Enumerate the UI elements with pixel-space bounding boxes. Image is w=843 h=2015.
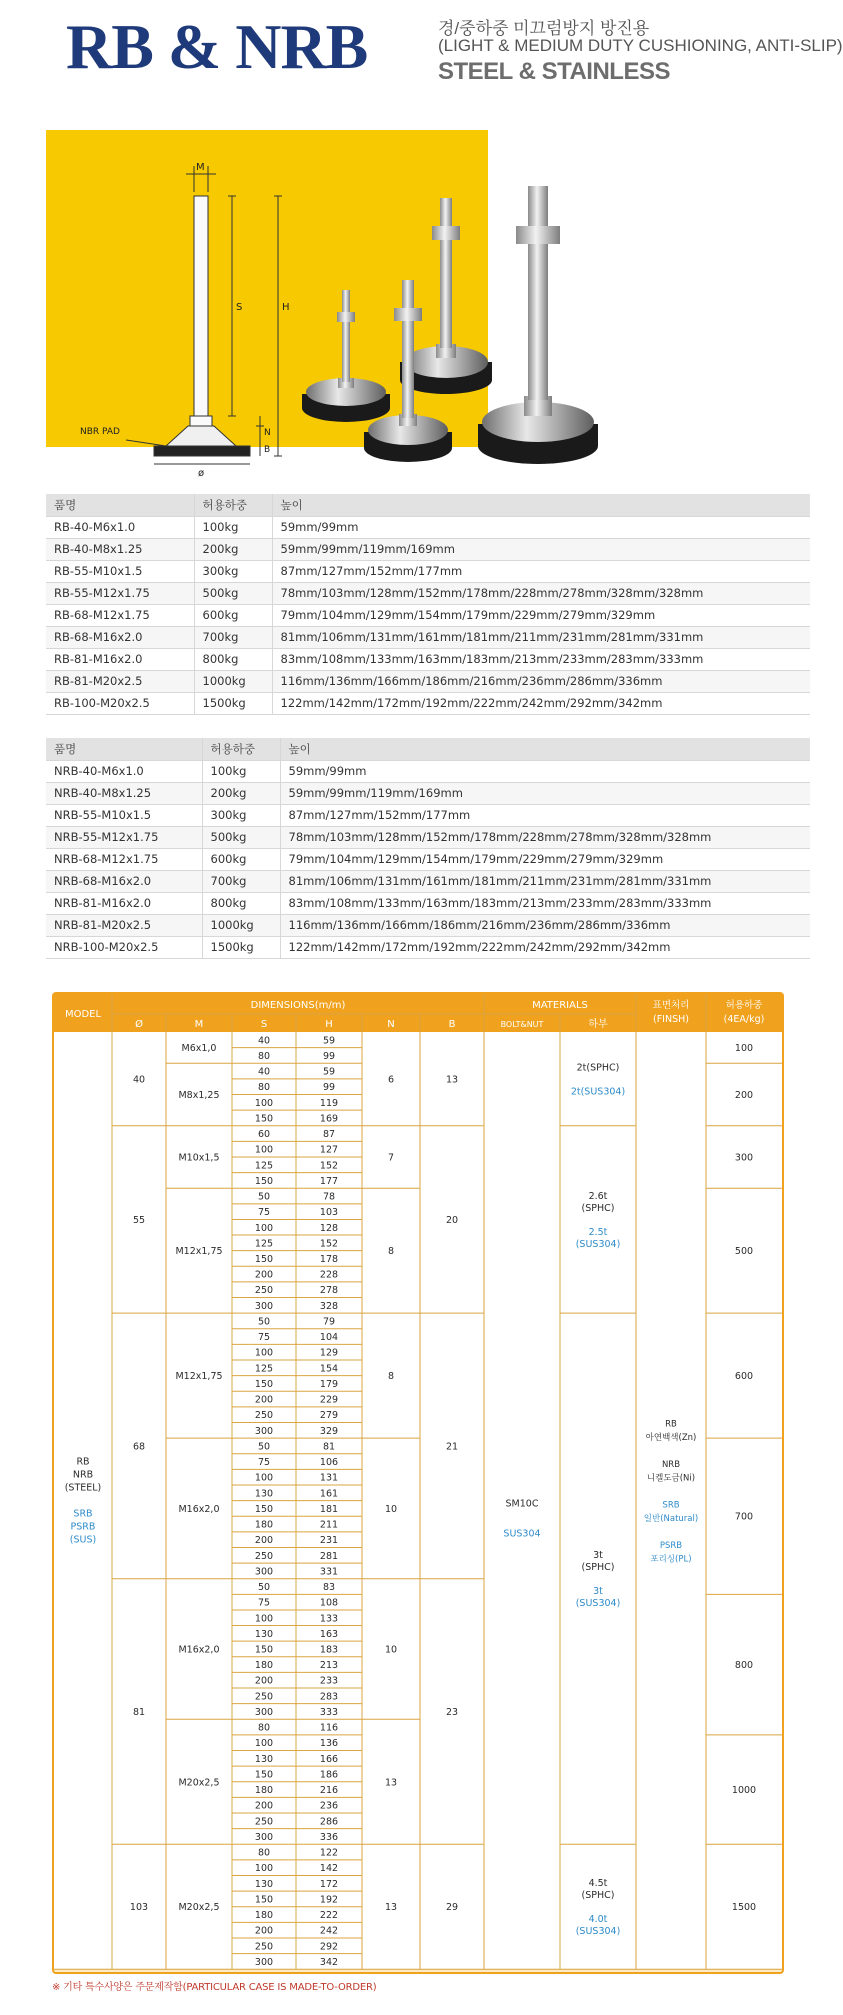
s-value: 125 — [254, 1160, 274, 1172]
subtitle-english: (LIGHT & MEDIUM DUTY CUSHIONING, ANTI-SLIP) — [438, 36, 843, 55]
base-material-label: 2.5t — [588, 1226, 608, 1238]
h-value: 79 — [322, 1316, 336, 1328]
nrb-cell: 1500kg — [202, 936, 280, 958]
h-value: 336 — [319, 1831, 339, 1843]
nrb-cell: NRB-81-M16x2.0 — [46, 892, 202, 914]
phi-group-label: 55 — [132, 1214, 146, 1226]
nrb-cell: NRB-40-M8x1.25 — [46, 782, 202, 804]
load-group-label: 500 — [734, 1246, 754, 1258]
h-value: 181 — [319, 1503, 339, 1515]
n-group-label: 8 — [387, 1371, 395, 1383]
rb-cell: RB-100-M20x2.5 — [46, 692, 194, 714]
s-value: 300 — [254, 1300, 274, 1312]
h-value: 81 — [322, 1441, 336, 1453]
rb-cell: 500kg — [194, 582, 272, 604]
header-load: 허용하중 — [725, 1000, 763, 1011]
h-value: 59 — [322, 1035, 336, 1047]
s-value: 100 — [254, 1863, 274, 1875]
rb-cell: 200kg — [194, 538, 272, 560]
h-value: 131 — [319, 1472, 339, 1484]
dim-label-pad: NBR PAD — [80, 427, 120, 437]
s-value: 150 — [254, 1378, 274, 1390]
rb-header-cell: 허용하중 — [194, 494, 272, 516]
s-value: 300 — [254, 1566, 274, 1578]
s-value: 150 — [254, 1503, 274, 1515]
load-group-label: 700 — [734, 1511, 754, 1523]
nrb-cell: 116mm/136mm/166mm/186mm/216mm/236mm/286mm/336mm — [280, 914, 810, 936]
h-value: 231 — [319, 1535, 339, 1547]
s-value: 130 — [254, 1628, 274, 1640]
h-value: 127 — [319, 1144, 339, 1156]
header-col-bolt: BOLT&NUT — [500, 1020, 544, 1029]
h-value: 87 — [322, 1129, 336, 1141]
rb-cell: 87mm/127mm/152mm/177mm — [272, 560, 810, 582]
h-value: 328 — [319, 1300, 339, 1312]
h-value: 161 — [319, 1488, 339, 1500]
nrb-cell: 59mm/99mm/119mm/169mm — [280, 782, 810, 804]
s-value: 250 — [254, 1550, 274, 1562]
s-value: 150 — [254, 1894, 274, 1906]
n-group-label: 13 — [384, 1777, 398, 1789]
nrb-cell: 700kg — [202, 870, 280, 892]
s-value: 150 — [254, 1769, 274, 1781]
s-value: 50 — [257, 1582, 271, 1594]
s-value: 80 — [257, 1722, 271, 1734]
s-value: 250 — [254, 1691, 274, 1703]
s-value: 130 — [254, 1488, 274, 1500]
h-value: 192 — [319, 1894, 339, 1906]
header-finish: 표면처리 — [652, 1000, 690, 1011]
nrb-cell: NRB-100-M20x2.5 — [46, 936, 202, 958]
base-material-label: (SPHC) — [581, 1562, 615, 1574]
rb-cell: RB-40-M6x1.0 — [46, 516, 194, 538]
n-group-label: 6 — [387, 1074, 395, 1086]
h-value: 78 — [322, 1191, 336, 1203]
s-value: 200 — [254, 1535, 274, 1547]
s-value: 60 — [257, 1129, 271, 1141]
h-value: 136 — [319, 1738, 339, 1750]
s-value: 50 — [257, 1441, 271, 1453]
nrb-cell: 1000kg — [202, 914, 280, 936]
s-value: 130 — [254, 1878, 274, 1890]
h-value: 83 — [322, 1582, 336, 1594]
dim-label-m: M — [196, 162, 205, 173]
base-material-label: (SUS304) — [575, 1598, 621, 1610]
h-value: 103 — [319, 1207, 339, 1219]
rb-cell: 83mm/108mm/133mm/163mm/183mm/213mm/233mm/283mm/333mm — [272, 648, 810, 670]
m-group-label: M20x2,5 — [178, 1777, 220, 1789]
nrb-cell: 122mm/142mm/172mm/192mm/222mm/242mm/292mm/342mm — [280, 936, 810, 958]
nrb-cell: 600kg — [202, 848, 280, 870]
nrb-cell: 87mm/127mm/152mm/177mm — [280, 804, 810, 826]
s-value: 100 — [254, 1347, 274, 1359]
s-value: 200 — [254, 1269, 274, 1281]
s-value: 250 — [254, 1816, 274, 1828]
rb-cell: 800kg — [194, 648, 272, 670]
h-value: 183 — [319, 1644, 339, 1656]
s-value: 180 — [254, 1660, 274, 1672]
model-label: NRB — [72, 1469, 94, 1481]
model-label: PSRB — [70, 1521, 96, 1533]
h-value: 213 — [319, 1660, 339, 1672]
nrb-cell: 83mm/108mm/133mm/163mm/183mm/213mm/233mm/283mm/333mm — [280, 892, 810, 914]
n-group-label: 10 — [384, 1503, 398, 1515]
s-value: 300 — [254, 1956, 274, 1968]
s-value: 100 — [254, 1097, 274, 1109]
dim-label-b: B — [264, 445, 271, 455]
rb-cell: 79mm/104mm/129mm/154mm/179mm/229mm/279mm/329mm — [272, 604, 810, 626]
finish-label: 아연백색(Zn) — [645, 1433, 697, 1444]
load-group-label: 1500 — [731, 1902, 757, 1914]
load-group-label: 300 — [734, 1152, 754, 1164]
s-value: 100 — [254, 1472, 274, 1484]
h-value: 133 — [319, 1613, 339, 1625]
b-group-label: 21 — [445, 1441, 459, 1453]
header-load: (4EA/kg) — [723, 1014, 765, 1025]
model-label: SRB — [73, 1508, 93, 1520]
s-value: 300 — [254, 1706, 274, 1718]
rb-cell: RB-55-M10x1.5 — [46, 560, 194, 582]
rb-cell: 116mm/136mm/166mm/186mm/216mm/236mm/286mm/336mm — [272, 670, 810, 692]
h-value: 216 — [319, 1785, 339, 1797]
h-value: 163 — [319, 1628, 339, 1640]
made-to-order-note: ※ 기타 특수사양은 주문제작함(PARTICULAR CASE IS MADE-TO-ORDER) — [52, 1982, 377, 1993]
m-group-label: M16x2,0 — [178, 1503, 220, 1515]
h-value: 283 — [319, 1691, 339, 1703]
h-value: 222 — [319, 1910, 339, 1922]
h-value: 331 — [319, 1566, 339, 1578]
s-value: 80 — [257, 1847, 271, 1859]
h-value: 229 — [319, 1394, 339, 1406]
b-group-label: 29 — [445, 1902, 459, 1914]
page-title: RB & NRB — [66, 11, 368, 82]
header-col-m: M — [194, 1019, 204, 1030]
phi-group-label: 40 — [132, 1074, 146, 1086]
h-value: 242 — [319, 1925, 339, 1937]
base-material-label: (SPHC) — [581, 1202, 615, 1214]
h-value: 116 — [319, 1722, 339, 1734]
bolt-material-label: SM10C — [505, 1498, 539, 1510]
rb-cell: RB-55-M12x1.75 — [46, 582, 194, 604]
rb-cell: RB-68-M12x1.75 — [46, 604, 194, 626]
load-group-label: 1000 — [731, 1785, 757, 1797]
dim-label-h: H — [282, 302, 290, 313]
s-value: 150 — [254, 1644, 274, 1656]
data-area-bg — [112, 1032, 782, 1969]
h-value: 329 — [319, 1425, 339, 1437]
finish-label: 일반(Natural) — [643, 1514, 699, 1525]
rb-cell: 59mm/99mm/119mm/169mm — [272, 538, 810, 560]
model-label: (SUS) — [69, 1534, 97, 1546]
nrb-cell: 500kg — [202, 826, 280, 848]
h-value: 152 — [319, 1160, 339, 1172]
bolt-material-label: SUS304 — [503, 1528, 541, 1540]
nrb-header-cell: 허용하중 — [202, 738, 280, 760]
h-value: 108 — [319, 1597, 339, 1609]
nrb-cell: 100kg — [202, 760, 280, 782]
base-material-label: (SPHC) — [581, 1890, 615, 1902]
load-group-label: 800 — [734, 1660, 754, 1672]
load-group-label: 600 — [734, 1371, 754, 1383]
rb-cell: 81mm/106mm/131mm/161mm/181mm/211mm/231mm/281mm/331mm — [272, 626, 810, 648]
dim-label-n: N — [264, 428, 271, 438]
b-group-label: 20 — [445, 1214, 459, 1226]
nrb-cell: 78mm/103mm/128mm/152mm/178mm/228mm/278mm/328mm/328mm — [280, 826, 810, 848]
rb-header-cell: 높이 — [272, 494, 810, 516]
m-group-label: M16x2,0 — [178, 1644, 220, 1656]
s-value: 80 — [257, 1082, 271, 1094]
h-value: 59 — [322, 1066, 336, 1078]
m-group-label: M8x1,25 — [178, 1089, 220, 1101]
s-value: 75 — [257, 1597, 271, 1609]
n-group-label: 13 — [384, 1902, 398, 1914]
s-value: 125 — [254, 1363, 274, 1375]
nrb-cell: 81mm/106mm/131mm/161mm/181mm/211mm/231mm/281mm/331mm — [280, 870, 810, 892]
s-value: 130 — [254, 1753, 274, 1765]
nrb-cell: NRB-40-M6x1.0 — [46, 760, 202, 782]
h-value: 104 — [319, 1332, 339, 1344]
h-value: 169 — [319, 1113, 339, 1125]
rb-cell: RB-68-M16x2.0 — [46, 626, 194, 648]
s-value: 300 — [254, 1425, 274, 1437]
base-material-label: 4.0t — [588, 1914, 608, 1926]
phi-group-label: 81 — [132, 1706, 146, 1718]
s-value: 250 — [254, 1941, 274, 1953]
base-material-label: 3t — [593, 1550, 603, 1562]
h-value: 154 — [319, 1363, 339, 1375]
s-value: 150 — [254, 1113, 274, 1125]
nrb-cell: 79mm/104mm/129mm/154mm/179mm/229mm/279mm/329mm — [280, 848, 810, 870]
load-group-label: 100 — [734, 1043, 754, 1055]
h-value: 179 — [319, 1378, 339, 1390]
subtitle-korean: 경/중하중 미끄럼방지 방진용 — [438, 19, 650, 38]
s-value: 300 — [254, 1831, 274, 1843]
header-col-b: B — [448, 1019, 456, 1030]
finish-label: 포리싱(PL) — [650, 1554, 692, 1565]
h-value: 233 — [319, 1675, 339, 1687]
h-value: 106 — [319, 1457, 339, 1469]
rb-cell: 122mm/142mm/172mm/192mm/222mm/242mm/292mm/342mm — [272, 692, 810, 714]
s-value: 40 — [257, 1066, 271, 1078]
h-value: 99 — [322, 1082, 336, 1094]
h-value: 142 — [319, 1863, 339, 1875]
finish-label: PSRB — [659, 1541, 683, 1552]
nrb-cell: 200kg — [202, 782, 280, 804]
dim-label-s: S — [236, 302, 243, 313]
nrb-header-cell: 품명 — [46, 738, 202, 760]
m-group-label: M20x2,5 — [178, 1902, 220, 1914]
nrb-cell: 800kg — [202, 892, 280, 914]
finish-label: RB — [665, 1419, 677, 1430]
h-value: 166 — [319, 1753, 339, 1765]
nrb-cell: NRB-68-M12x1.75 — [46, 848, 202, 870]
rb-cell: 78mm/103mm/128mm/152mm/178mm/228mm/278mm/328mm/328mm — [272, 582, 810, 604]
h-value: 211 — [319, 1519, 339, 1531]
n-group-label: 10 — [384, 1644, 398, 1656]
phi-group-label: 68 — [132, 1441, 146, 1453]
rb-cell: 300kg — [194, 560, 272, 582]
rb-header-cell: 품명 — [46, 494, 194, 516]
s-value: 250 — [254, 1410, 274, 1422]
h-value: 186 — [319, 1769, 339, 1781]
s-value: 200 — [254, 1394, 274, 1406]
s-value: 40 — [257, 1035, 271, 1047]
h-value: 278 — [319, 1285, 339, 1297]
nrb-cell: NRB-68-M16x2.0 — [46, 870, 202, 892]
rb-cell: 1000kg — [194, 670, 272, 692]
rb-cell: RB-40-M8x1.25 — [46, 538, 194, 560]
h-value: 178 — [319, 1253, 339, 1265]
model-label: RB — [76, 1456, 90, 1468]
h-value: 236 — [319, 1800, 339, 1812]
header-finish: (FINSH) — [653, 1014, 689, 1025]
rb-cell: 1500kg — [194, 692, 272, 714]
s-value: 100 — [254, 1613, 274, 1625]
n-group-label: 8 — [387, 1246, 395, 1258]
h-value: 128 — [319, 1222, 339, 1234]
h-value: 228 — [319, 1269, 339, 1281]
base-material-label: 3t — [593, 1586, 603, 1598]
m-group-label: M10x1,5 — [178, 1152, 220, 1164]
base-material-label: 2t(SUS304) — [570, 1086, 626, 1098]
s-value: 75 — [257, 1332, 271, 1344]
header-col-phi: Ø — [135, 1019, 143, 1030]
m-group-label: M12x1,75 — [175, 1246, 223, 1258]
s-value: 180 — [254, 1519, 274, 1531]
s-value: 100 — [254, 1222, 274, 1234]
rb-cell: RB-81-M20x2.5 — [46, 670, 194, 692]
h-value: 286 — [319, 1816, 339, 1828]
s-value: 75 — [257, 1207, 271, 1219]
rb-cell: RB-81-M16x2.0 — [46, 648, 194, 670]
subtitle-material: STEEL & STAINLESS — [438, 58, 670, 85]
nrb-cell: NRB-81-M20x2.5 — [46, 914, 202, 936]
rb-cell: 59mm/99mm — [272, 516, 810, 538]
s-value: 50 — [257, 1316, 271, 1328]
rb-cell: 600kg — [194, 604, 272, 626]
h-value: 172 — [319, 1878, 339, 1890]
base-material-label: (SUS304) — [575, 1238, 621, 1250]
header-col-n: N — [387, 1019, 395, 1030]
s-value: 180 — [254, 1910, 274, 1922]
header-materials: MATERIALS — [532, 1000, 588, 1011]
s-value: 150 — [254, 1253, 274, 1265]
s-value: 250 — [254, 1285, 274, 1297]
finish-label: SRB — [662, 1500, 680, 1511]
h-value: 333 — [319, 1706, 339, 1718]
h-value: 99 — [322, 1050, 336, 1062]
nrb-cell: NRB-55-M10x1.5 — [46, 804, 202, 826]
h-value: 281 — [319, 1550, 339, 1562]
s-value: 75 — [257, 1457, 271, 1469]
base-material-label: (SUS304) — [575, 1926, 621, 1938]
rb-cell: 700kg — [194, 626, 272, 648]
h-value: 122 — [319, 1847, 339, 1859]
s-value: 150 — [254, 1175, 274, 1187]
header-col-base: 하부 — [588, 1019, 608, 1030]
s-value: 200 — [254, 1925, 274, 1937]
header-model: MODEL — [64, 1009, 102, 1020]
dim-label-phi: ø — [198, 468, 205, 479]
s-value: 125 — [254, 1238, 274, 1250]
m-group-label: M6x1,0 — [181, 1043, 217, 1055]
h-value: 119 — [319, 1097, 339, 1109]
h-value: 279 — [319, 1410, 339, 1422]
h-value: 129 — [319, 1347, 339, 1359]
s-value: 100 — [254, 1144, 274, 1156]
phi-group-label: 103 — [129, 1902, 149, 1914]
h-value: 292 — [319, 1941, 339, 1953]
header-col-s: S — [260, 1019, 268, 1030]
h-value: 342 — [319, 1956, 339, 1968]
s-value: 80 — [257, 1050, 271, 1062]
h-value: 152 — [319, 1238, 339, 1250]
s-value: 200 — [254, 1800, 274, 1812]
nrb-header-cell: 높이 — [280, 738, 810, 760]
n-group-label: 7 — [387, 1152, 395, 1164]
header-dimensions: DIMENSIONS(m/m) — [250, 1000, 346, 1011]
h-value: 177 — [319, 1175, 339, 1187]
nrb-cell: 59mm/99mm — [280, 760, 810, 782]
b-group-label: 23 — [445, 1706, 459, 1718]
rb-cell: 100kg — [194, 516, 272, 538]
base-material-label: 2t(SPHC) — [576, 1062, 620, 1074]
nrb-cell: NRB-55-M12x1.75 — [46, 826, 202, 848]
s-value: 50 — [257, 1191, 271, 1203]
s-value: 100 — [254, 1738, 274, 1750]
nrb-cell: 300kg — [202, 804, 280, 826]
s-value: 200 — [254, 1675, 274, 1687]
header-col-h: H — [325, 1019, 333, 1030]
s-value: 180 — [254, 1785, 274, 1797]
model-column-bg — [54, 1032, 112, 1969]
finish-label: 니켈도금(Ni) — [646, 1473, 696, 1484]
m-group-label: M12x1,75 — [175, 1371, 223, 1383]
base-material-label: 4.5t — [588, 1878, 608, 1890]
base-material-label: 2.6t — [588, 1190, 608, 1202]
b-group-label: 13 — [445, 1074, 459, 1086]
finish-label: NRB — [661, 1460, 681, 1471]
load-group-label: 200 — [734, 1089, 754, 1101]
model-label: (STEEL) — [64, 1482, 102, 1494]
